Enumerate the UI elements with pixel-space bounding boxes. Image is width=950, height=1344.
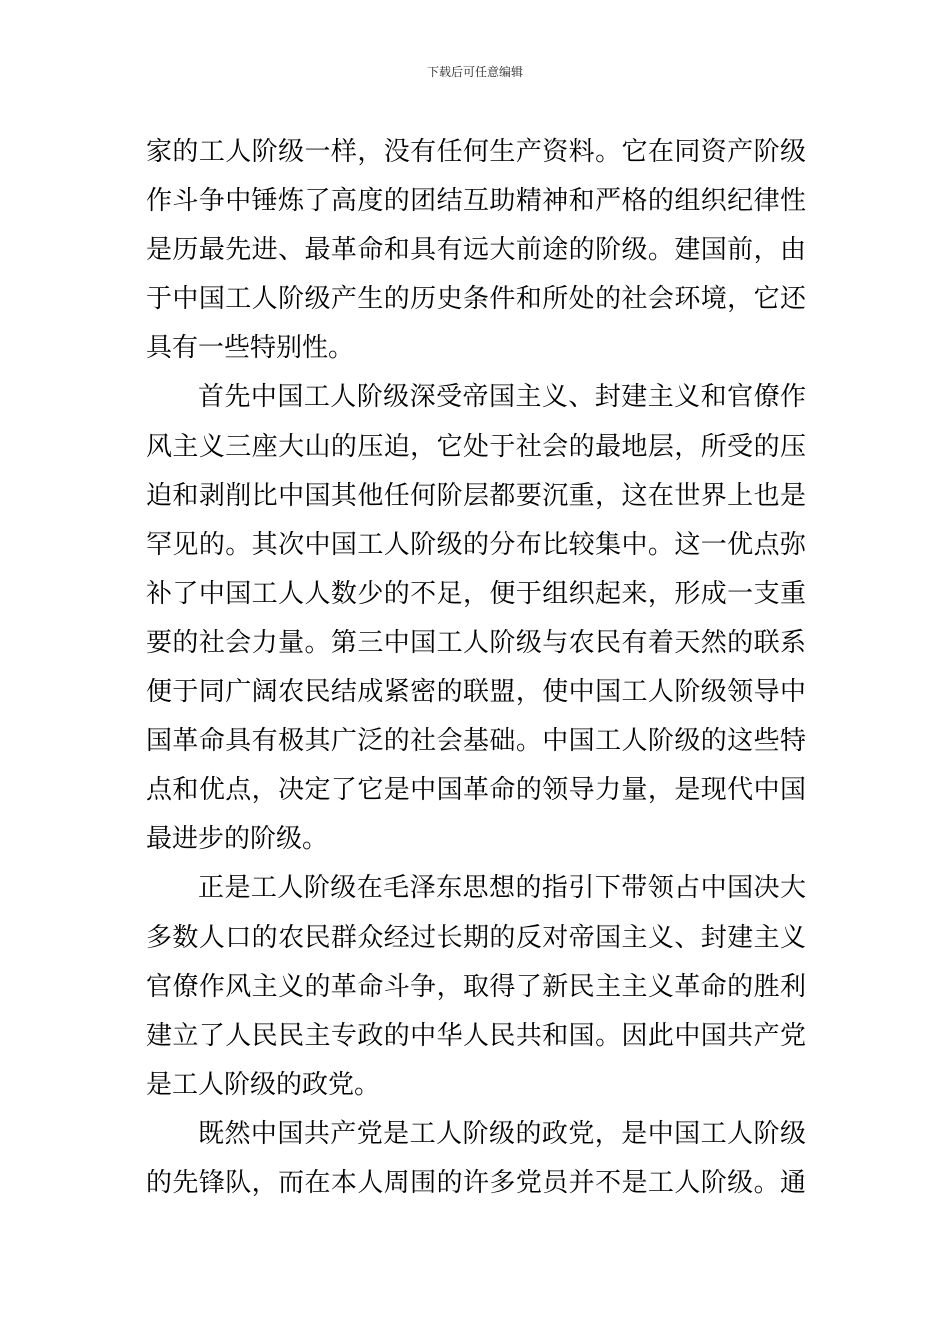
text-line: 风主义三座大山的压迫，它处于社会的最地层，所受的压: [146, 431, 806, 462]
text-line: 是历最先进、最革命和具有远大前途的阶级。建国前，由: [146, 235, 806, 266]
text-line: 于中国工人阶级产生的历史条件和所处的社会环境，它还: [146, 284, 806, 315]
text-line: 最进步的阶级。: [146, 824, 329, 855]
body-text: [146, 128, 806, 1208]
text-line: 既然中国共产党是工人阶级的政党，是中国工人阶级: [198, 1118, 806, 1149]
page-header: 下载后可任意编辑: [426, 65, 523, 79]
text-line: 要的社会力量。第三中国工人阶级与农民有着天然的联系: [146, 627, 806, 658]
text-line: 是工人阶级的政党。: [146, 1069, 381, 1100]
text-line: 家的工人阶级一样，没有任何生产资料。它在同资产阶级: [146, 137, 806, 167]
text-line: 点和优点，决定了它是中国革命的领导力量，是现代中国: [146, 775, 806, 806]
text-line: 多数人口的农民群众经过长期的反对帝国主义、封建主义: [146, 922, 806, 953]
text-line: 补了中国工人人数少的不足，便于组织起来，形成一支重: [146, 578, 806, 609]
text-line: 作斗争中锤炼了高度的团结互助精神和严格的组织纪律性: [146, 186, 806, 217]
text-line: 国革命具有极其广泛的社会基础。中国工人阶级的这些特: [146, 726, 806, 757]
text-line: 具有一些特别性。: [146, 333, 355, 364]
text-line: 的先锋队，而在本人周围的许多党员并不是工人阶级。通: [146, 1167, 806, 1198]
text-line: 便于同广阔农民结成紧密的联盟，使中国工人阶级领导中: [146, 677, 806, 708]
text-line: 建立了人民民主专政的中华人民共和国。因此中国共产党: [146, 1020, 806, 1051]
text-line: 首先中国工人阶级深受帝国主义、封建主义和官僚作: [198, 382, 806, 413]
text-line: 罕见的。其次中国工人阶级的分布比较集中。这一优点弥: [146, 529, 806, 560]
text-line: 迫和剥削比中国其他任何阶层都要沉重，这在世界上也是: [146, 480, 806, 511]
text-line: 官僚作风主义的革命斗争，取得了新民主主义革命的胜利: [146, 971, 806, 1002]
text-line: 正是工人阶级在毛泽东思想的指引下带领占中国决大: [198, 873, 806, 904]
